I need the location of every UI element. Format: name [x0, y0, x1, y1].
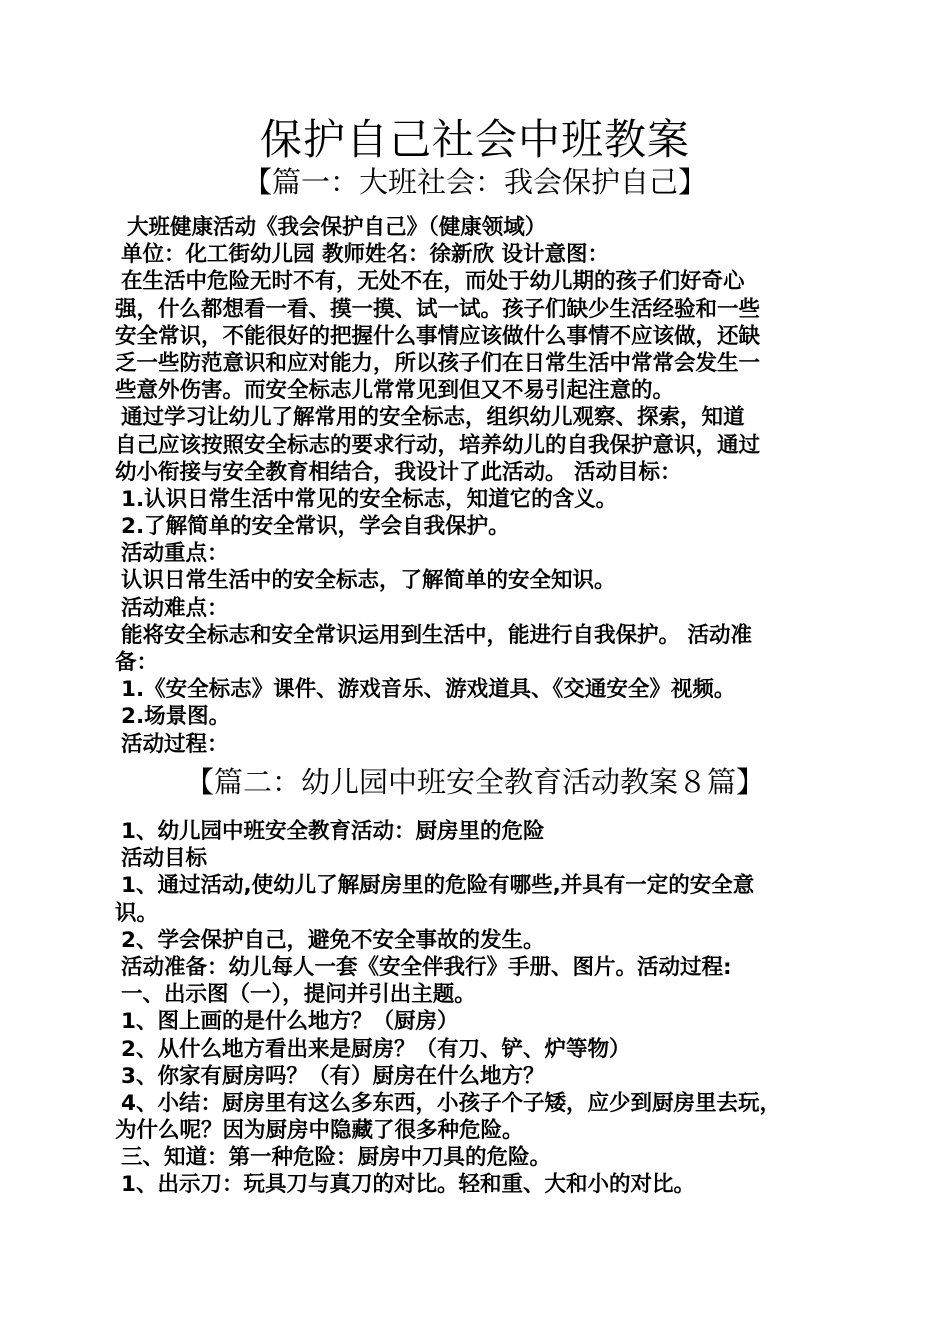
paragraph-line: 认识日常生活中的安全标志，了解简单的安全知识。	[121, 568, 616, 594]
paragraph-line: 强，什么都想看一看、摸一摸、试一试。孩子们缺少生活经验和一些	[115, 296, 761, 322]
paragraph-line: 1、幼儿园中班安全教育活动：厨房里的危险	[121, 819, 545, 844]
paragraph-line: 单位：化工街幼儿园 教师姓名：徐新欣 设计意图：	[121, 242, 609, 268]
paragraph-line: 1、图上画的是什么地方？（厨房）	[121, 1009, 459, 1035]
section2-body	[115, 818, 845, 1199]
document-title: 保护自己社会中班教案	[259, 115, 690, 164]
paragraph-line: 活动重点：	[121, 541, 229, 567]
section1-heading: 【篇一：大班社会：我会保护自己】	[242, 165, 707, 199]
paragraph-line: 在生活中危险无时不有，无处不在，而处于幼儿期的孩子们好奇心	[121, 269, 745, 295]
paragraph-line: 4、小结：厨房里有这么多东西，小孩子个子矮，应少到厨房里去玩，	[121, 1090, 781, 1116]
paragraph-line: 1、通过活动,使幼儿了解厨房里的危险有哪些,并具有一定的安全意	[121, 873, 755, 899]
paragraph-line: 乏一些防范意识和应对能力，所以孩子们在日常生活中常常会发生一	[115, 350, 761, 376]
paragraph-line: 能将安全标志和安全常识运用到生活中，能进行自我保护。 活动准	[121, 622, 752, 648]
paragraph-line: 活动目标	[121, 846, 208, 872]
paragraph-line: 幼小衔接与安全教育相结合，我设计了此活动。 活动目标：	[115, 459, 682, 485]
paragraph-line: 大班健康活动《我会保护自己》（健康领域）	[127, 215, 547, 240]
paragraph-line: 安全常识，不能很好的把握什么事情应该做什么事情不应该做，还缺	[115, 323, 761, 349]
section2-heading: 【篇二：幼儿园中班安全教育活动教案８篇】	[184, 765, 765, 799]
paragraph-line: 活动难点：	[121, 595, 229, 621]
paragraph-line: 通过学习让幼儿了解常用的安全标志，组织幼儿观察、探索，知道	[121, 405, 745, 431]
paragraph-line: 为什么呢？因为厨房中隐藏了很多种危险。	[115, 1118, 524, 1144]
paragraph-line: 活动准备：幼儿每人一套《安全伴我行》手册、图片。活动过程:	[121, 954, 732, 980]
paragraph-line: 2、学会保护自己，避免不安全事故的发生。	[121, 927, 545, 953]
paragraph-line: 活动过程：	[121, 731, 229, 757]
paragraph-line: 1.《安全标志》课件、游戏音乐、游戏道具、《交通安全》视频。	[121, 677, 736, 703]
paragraph-line: 一、出示图（一），提问并引出主题。	[121, 982, 476, 1008]
paragraph-line: 2.场景图。	[121, 704, 231, 730]
paragraph-line: 自己应该按照安全标志的要求行动，培养幼儿的自我保护意识，通过	[115, 432, 761, 458]
paragraph-line: 三、知道：第一种危险：厨房中刀具的危险。	[121, 1145, 552, 1171]
paragraph-line: 2.了解简单的安全常识，学会自我保护。	[121, 514, 510, 540]
paragraph-line: 些意外伤害。而安全标志儿常常见到但又不易引起注意的。	[115, 378, 675, 404]
paragraph-line: 3、你家有厨房吗？（有）厨房在什么地方？	[121, 1063, 545, 1089]
section1-body	[115, 214, 845, 758]
paragraph-line: 识。	[115, 900, 159, 926]
paragraph-line: 2、从什么地方看出来是厨房？（有刀、铲、炉等物）	[121, 1036, 631, 1062]
paragraph-line: 备：	[115, 650, 159, 675]
paragraph-line: 1.认识日常生活中常见的安全标志，知道它的含义。	[121, 486, 618, 512]
paragraph-line: 1、出示刀：玩具刀与真刀的对比。轻和重、大和小的对比。	[121, 1172, 695, 1198]
